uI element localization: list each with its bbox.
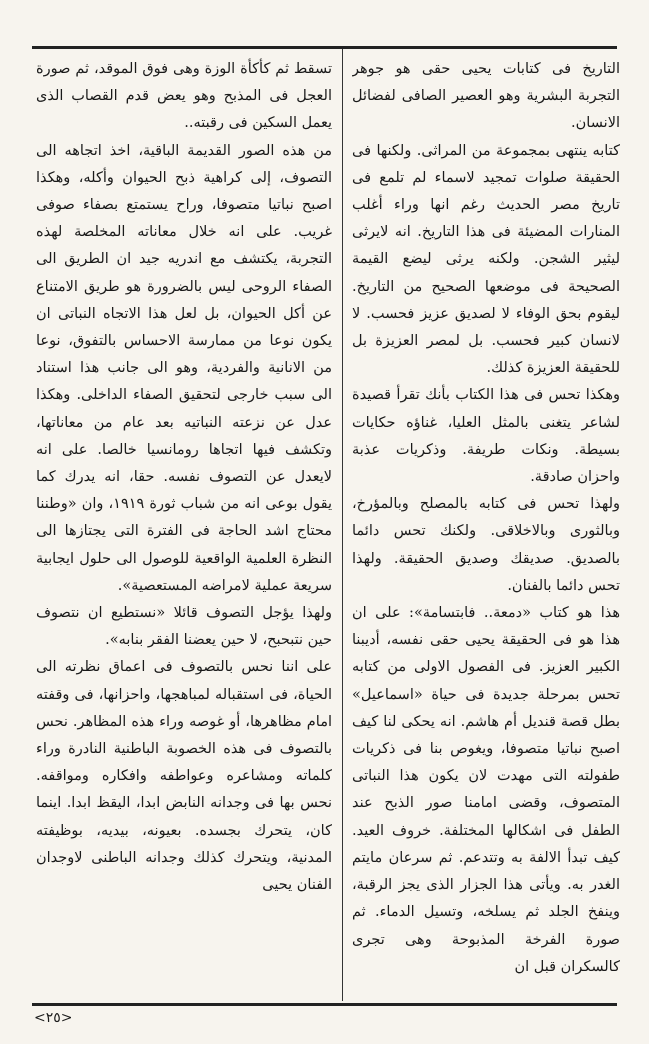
left-column — [36, 56, 332, 996]
paragraph: التاريخ فى كتابات يحيى حقى هو جوهر التجربة البشرية وهو العصير الصافى لفضائل الانسان. — [352, 61, 620, 132]
paragraph: تسقط ثم كأكأة الوزة وهى فوق الموقد، ثم صورة العجل فى المذبح وهو يعض قدم القصاب الذى يعمل السكين فى رقبته.. — [36, 61, 332, 132]
top-rule — [32, 46, 617, 49]
page-number: <٢٥> — [34, 1010, 73, 1026]
bottom-rule — [32, 1003, 617, 1006]
paragraph: من هذه الصور القديمة الباقية، اخذ اتجاهه الى التصوف، إلى كراهية ذبح الحيوان وأكله، وهكذا اصبح نباتيا متصوفا، وراح يستمتع بصفاء صوفى غريب. على انه خلال معاناته المخلصة لهذه التجربة، يكتشف مع اندريه جيد ان الطريق الى الصفاء الروحى ليس بالضرورة هو طريق الامتناع عن أكل الحيوان، بل لعل هذا الاتجاه النباتى ان يكون نوعا من ممارسة الاحساس بالتفوق، نوعا من الانانية والفردية، وهو الى جانب هذا استناد الى سبب خارجى لتحقيق الصفاء الداخلى. وهكذا عدل عن نزعته النباتيه بعد عام من معاناتها، وتكشف فيها اتجاها رومانسيا خالصا. على انه لايعدل عن التصوف نفسه. حقا، انه يدرك كما يقول بوعى انه من شباب ثورة ١٩١٩، وان «وطننا محتاج اشد الحاجة فى الفترة التى يجتازها الى النظرة العلمية الواقعية للوصول الى حلول ايجابية سريعة عملية لامراضه المستعصية». — [36, 142, 332, 594]
paragraph: كتابه ينتهى بمجموعة من المراثى. ولكنها فى الحقيقة صلوات تمجيد لاسماء لم تلمع فى تاريخ مصر الحديث رغم انها وراء أغلب المنارات المضيئة فى هذا التاريخ. انه لايرثى ليثير الشجن. ولكنه يرثى ليضع القيمة الصحيحة فى موضعها الصحيح من التاريخ. ليقوم بحق الوفاء لا لصديق عزيز فحسب. لا لانسان كبير فحسب. بل لمصر العزيزة بل للحقيقة العزيزة كذلك. — [352, 142, 620, 377]
column-divider — [342, 49, 343, 1001]
paragraph: ولهذا تحس فى كتابه بالمصلح وبالمؤرخ، وبالثورى وبالاخلاقى. ولكنك تحس دائما بالصديق. صديقك وصديق الحقيقة. ولهذا تحس دائما بالفنان. — [352, 496, 620, 594]
paragraph: هذا هو كتاب «دمعة.. فابتسامة»: على ان هذا هو فى الحقيقة يحيى حقى نفسه، أديبنا الكبير العزيز. فى الفصول الاولى من كتابه تحس بمرحلة جديدة فى حياة «اسماعيل» بطل قصة قنديل أم هاشم. انه يحكى لنا كيف اصبح نباتيا متصوفا، ويغوص بنا فى ذكريات طفولته التى مهدت لان يكون هذا النباتى المتصوف، وقضى امامنا صور الذبح عند الطفل فى اشكالها المختلفة. خروف العيد. كيف تبدأ الالفة به وتتدعم. ثم سرعان مايتم الغدر به. ويأتى هذا الجزار الذى يجز الرقبة، وينفخ الجلد ثم يسلخه، وتسيل الدماء. ثم صورة الفرخة المذبوحة وهى تجرى كالسكران قبل ان — [352, 605, 620, 975]
right-column — [352, 56, 620, 996]
paragraph: وهكذا تحس فى هذا الكتاب بأنك تقرأ قصيدة لشاعر يتغنى بالمثل العليا، غناؤه حكايات بسيطة. ونكات طريفة. وذكريات عذبة واحزان صادقة. — [352, 387, 620, 486]
paragraph: ولهذا يؤجل التصوف قائلا «نستطيع ان نتصوف حين نتبحبح، لا حين يعضنا الفقر بنابه». — [36, 605, 332, 649]
paragraph: على اننا نحس بالتصوف فى اعماق نظرته الى الحياة، فى استقباله لمباهجها، واحزانها، فى وقفته امام مظاهرها، أو غوصه وراء هذه المظاهر. نحس بالتصوف فى هذه الخصوبة الباطنية النادرة وراء كلماته ومشاعره وعواطفه وافكاره ومواقفه. نحس بها فى وجدانه النابض ابدا، اليقظ ابدا. اينما كان، يتحرك بجسده. بعيونه، بيديه، بوظيفته المدنية، ويتحرك كذلك وجدانه الباطنى لاوجدان الفنان يحيى — [36, 659, 332, 894]
